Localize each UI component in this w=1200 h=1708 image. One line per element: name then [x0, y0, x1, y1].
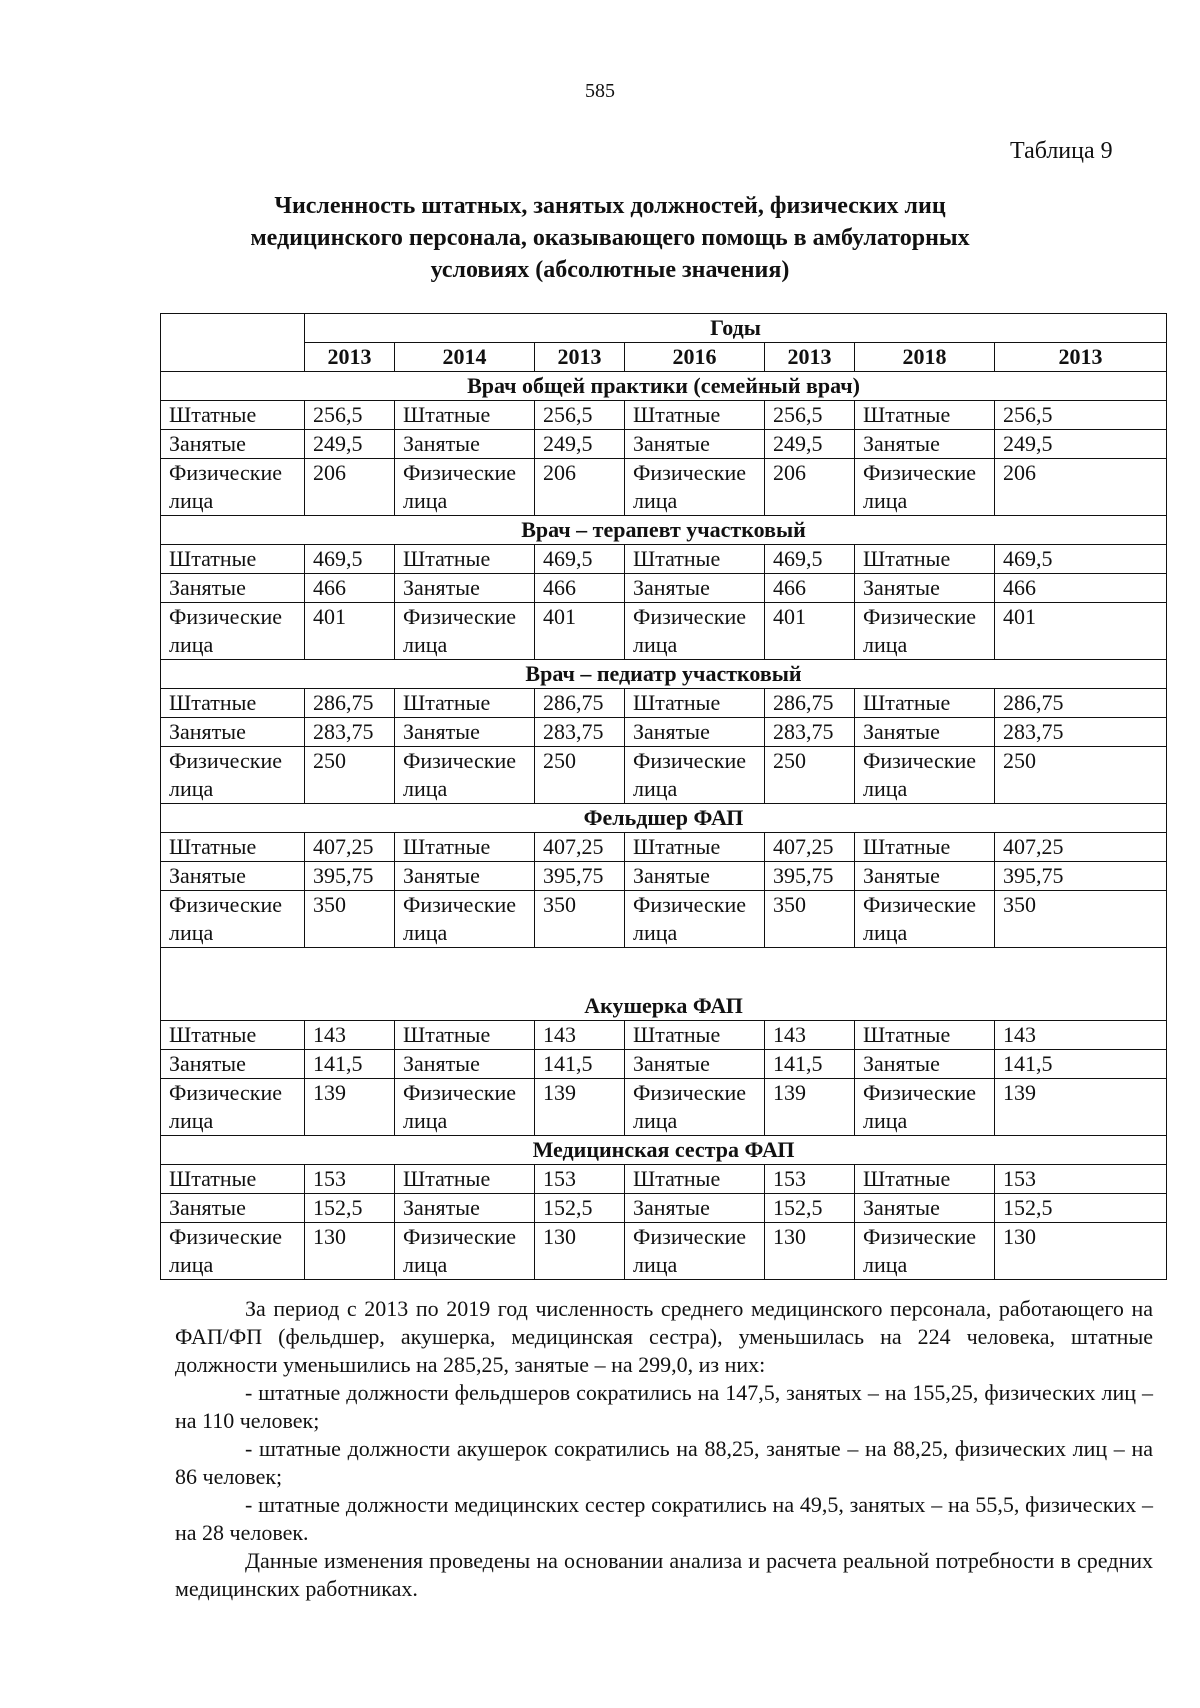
table-row: [161, 401, 1167, 430]
value-cell: 395,75: [535, 862, 625, 891]
year-cell: 2013: [995, 343, 1167, 372]
row-label-cell: Занятые: [161, 1194, 305, 1223]
row-label-cell: Занятые: [625, 718, 765, 747]
row-label-cell: Штатные: [855, 689, 995, 718]
row-label-cell: Физические лица: [855, 1079, 995, 1136]
value-cell: 141,5: [995, 1050, 1167, 1079]
value-cell: 143: [305, 1021, 395, 1050]
title-line: условиях (абсолютные значения): [430, 257, 790, 283]
value-cell: 401: [995, 603, 1167, 660]
row-label-cell: Занятые: [855, 1050, 995, 1079]
row-label-cell: Занятые: [625, 430, 765, 459]
summary-text: [175, 1295, 1153, 1603]
value-cell: 407,25: [765, 833, 855, 862]
table-row: [161, 833, 1167, 862]
table-row: [161, 574, 1167, 603]
table-row: [161, 718, 1167, 747]
value-cell: 401: [535, 603, 625, 660]
value-cell: 286,75: [765, 689, 855, 718]
value-cell: 407,25: [995, 833, 1167, 862]
table-row: [161, 1079, 1167, 1136]
section-header-row: [161, 372, 1167, 401]
row-label-cell: Занятые: [395, 574, 535, 603]
value-cell: 139: [765, 1079, 855, 1136]
page-number: 585: [585, 80, 615, 102]
row-label-cell: Штатные: [161, 1021, 305, 1050]
table-row: [161, 747, 1167, 804]
row-label-cell: Штатные: [395, 545, 535, 574]
value-cell: 250: [995, 747, 1167, 804]
summary-paragraph: За период с 2013 по 2019 год численность среднего медицинского персонала, работающего на ФАП/ФП (фельдшер, акушерка, медицинская сестра), уменьшилась на 224 человека, штатные должности уменьшились на 285,25, занятые – на 299,0, из них:: [175, 1296, 1153, 1377]
value-cell: 249,5: [765, 430, 855, 459]
value-cell: 250: [765, 747, 855, 804]
year-cell: 2014: [395, 343, 535, 372]
table-row: [161, 430, 1167, 459]
row-label-cell: Штатные: [855, 833, 995, 862]
row-label-cell: Занятые: [161, 430, 305, 459]
row-label-cell: Занятые: [625, 574, 765, 603]
table-row: [161, 862, 1167, 891]
section-title: Медицинская сестра ФАП: [161, 1136, 1167, 1165]
row-label-cell: Физические лица: [855, 459, 995, 516]
value-cell: 283,75: [535, 718, 625, 747]
value-cell: 469,5: [995, 545, 1167, 574]
row-label-cell: Физические лица: [395, 1079, 535, 1136]
row-label-cell: Физические лица: [395, 603, 535, 660]
value-cell: 153: [765, 1165, 855, 1194]
value-cell: 143: [765, 1021, 855, 1050]
document-title: [180, 190, 1040, 286]
value-cell: 206: [305, 459, 395, 516]
value-cell: 130: [765, 1223, 855, 1280]
row-label-cell: Физические лица: [625, 459, 765, 516]
table-row: [161, 459, 1167, 516]
value-cell: 256,5: [305, 401, 395, 430]
row-label-cell: Физические лица: [395, 747, 535, 804]
section-title: Фельдшер ФАП: [161, 804, 1167, 833]
row-label-cell: Занятые: [161, 574, 305, 603]
value-cell: 469,5: [765, 545, 855, 574]
row-label-cell: Занятые: [625, 1050, 765, 1079]
row-label-cell: Физические лица: [855, 891, 995, 948]
row-label-cell: Физические лица: [855, 603, 995, 660]
value-cell: 139: [995, 1079, 1167, 1136]
row-label-cell: Занятые: [625, 1194, 765, 1223]
row-label-cell: Штатные: [395, 1165, 535, 1194]
value-cell: 283,75: [765, 718, 855, 747]
value-cell: 350: [535, 891, 625, 948]
row-label-cell: Штатные: [855, 1165, 995, 1194]
row-label-cell: Физические лица: [395, 459, 535, 516]
row-label-cell: Штатные: [855, 545, 995, 574]
value-cell: 249,5: [305, 430, 395, 459]
years-header: Годы: [305, 314, 1167, 343]
value-cell: 250: [305, 747, 395, 804]
row-label-cell: Занятые: [625, 862, 765, 891]
value-cell: 130: [305, 1223, 395, 1280]
row-label-cell: Штатные: [161, 1165, 305, 1194]
row-label-cell: Физические лица: [161, 603, 305, 660]
value-cell: 407,25: [535, 833, 625, 862]
row-label-cell: Занятые: [395, 718, 535, 747]
row-label-cell: Физические лица: [855, 747, 995, 804]
value-cell: 401: [765, 603, 855, 660]
row-label-cell: Занятые: [855, 718, 995, 747]
title-line: медицинского персонала, оказывающего помощь в амбулаторных: [250, 225, 970, 251]
value-cell: 139: [305, 1079, 395, 1136]
summary-paragraph: Данные изменения проведены на основании анализа и расчета реальной потребности в средних медицинских работниках.: [175, 1548, 1153, 1601]
value-cell: 206: [535, 459, 625, 516]
value-cell: 152,5: [995, 1194, 1167, 1223]
table-row: [161, 1021, 1167, 1050]
row-label-cell: Штатные: [625, 401, 765, 430]
row-label-cell: Штатные: [855, 401, 995, 430]
summary-paragraph: - штатные должности медицинских сестер сократились на 49,5, занятых – на 55,5, физических – на 28 человек.: [175, 1492, 1153, 1545]
value-cell: 466: [765, 574, 855, 603]
value-cell: 141,5: [765, 1050, 855, 1079]
table-row: [161, 891, 1167, 948]
value-cell: 395,75: [305, 862, 395, 891]
row-label-cell: Физические лица: [625, 603, 765, 660]
value-cell: 407,25: [305, 833, 395, 862]
row-label-cell: Физические лица: [161, 1223, 305, 1280]
value-cell: 249,5: [535, 430, 625, 459]
row-label-cell: Физические лица: [395, 891, 535, 948]
section-header-row: [161, 516, 1167, 545]
value-cell: 152,5: [535, 1194, 625, 1223]
value-cell: 249,5: [995, 430, 1167, 459]
row-label-cell: Физические лица: [625, 891, 765, 948]
section-title: Врач общей практики (семейный врач): [161, 372, 1167, 401]
row-label-cell: Занятые: [855, 430, 995, 459]
header-empty-cell: [161, 314, 305, 372]
value-cell: 130: [995, 1223, 1167, 1280]
value-cell: 286,75: [995, 689, 1167, 718]
row-label-cell: Штатные: [395, 833, 535, 862]
section-header-row: [161, 660, 1167, 689]
value-cell: 256,5: [535, 401, 625, 430]
row-label-cell: Штатные: [625, 833, 765, 862]
row-label-cell: Занятые: [395, 1194, 535, 1223]
value-cell: 286,75: [305, 689, 395, 718]
value-cell: 466: [995, 574, 1167, 603]
section-header-row: [161, 948, 1167, 1021]
value-cell: 143: [995, 1021, 1167, 1050]
value-cell: 153: [305, 1165, 395, 1194]
table-row: [161, 1194, 1167, 1223]
table-row: [161, 1223, 1167, 1280]
value-cell: 139: [535, 1079, 625, 1136]
row-label-cell: Занятые: [161, 718, 305, 747]
row-label-cell: Штатные: [395, 1021, 535, 1050]
title-line: Численность штатных, занятых должностей, физических лиц: [274, 193, 946, 219]
value-cell: 395,75: [765, 862, 855, 891]
value-cell: 350: [305, 891, 395, 948]
year-cell: 2013: [765, 343, 855, 372]
row-label-cell: Занятые: [395, 862, 535, 891]
table-row: [161, 1050, 1167, 1079]
row-label-cell: Штатные: [161, 401, 305, 430]
value-cell: 206: [995, 459, 1167, 516]
row-label-cell: Занятые: [161, 1050, 305, 1079]
row-label-cell: Физические лица: [625, 747, 765, 804]
header-year-values-row: [161, 343, 1167, 372]
table-row: [161, 689, 1167, 718]
value-cell: 152,5: [305, 1194, 395, 1223]
year-cell: 2013: [305, 343, 395, 372]
value-cell: 283,75: [305, 718, 395, 747]
header-years-row: [161, 314, 1167, 343]
value-cell: 141,5: [535, 1050, 625, 1079]
row-label-cell: Штатные: [625, 689, 765, 718]
year-cell: 2018: [855, 343, 995, 372]
table-row: [161, 545, 1167, 574]
row-label-cell: Физические лица: [395, 1223, 535, 1280]
summary-paragraph: - штатные должности акушерок сократились на 88,25, занятые – на 88,25, физических лиц – на 86 человек;: [175, 1436, 1153, 1489]
row-label-cell: Штатные: [395, 401, 535, 430]
row-label-cell: Физические лица: [161, 891, 305, 948]
section-header-row: [161, 804, 1167, 833]
value-cell: 152,5: [765, 1194, 855, 1223]
value-cell: 286,75: [535, 689, 625, 718]
value-cell: 466: [305, 574, 395, 603]
value-cell: 466: [535, 574, 625, 603]
value-cell: 401: [305, 603, 395, 660]
section-title: Акушерка ФАП: [161, 948, 1167, 1021]
year-cell: 2016: [625, 343, 765, 372]
row-label-cell: Физические лица: [161, 1079, 305, 1136]
value-cell: 469,5: [535, 545, 625, 574]
row-label-cell: Физические лица: [161, 459, 305, 516]
year-cell: 2013: [535, 343, 625, 372]
table-label: Таблица 9: [1010, 138, 1113, 164]
row-label-cell: Штатные: [395, 689, 535, 718]
value-cell: 153: [535, 1165, 625, 1194]
summary-paragraph: - штатные должности фельдшеров сократились на 147,5, занятых – на 155,25, физических лиц – на 110 человек;: [175, 1380, 1153, 1433]
value-cell: 395,75: [995, 862, 1167, 891]
row-label-cell: Штатные: [625, 1165, 765, 1194]
section-title: Врач – терапевт участковый: [161, 516, 1167, 545]
row-label-cell: Штатные: [625, 1021, 765, 1050]
row-label-cell: Физические лица: [625, 1223, 765, 1280]
value-cell: 206: [765, 459, 855, 516]
row-label-cell: Занятые: [395, 1050, 535, 1079]
staffing-table: [160, 313, 1167, 1280]
value-cell: 153: [995, 1165, 1167, 1194]
row-label-cell: Штатные: [161, 689, 305, 718]
value-cell: 141,5: [305, 1050, 395, 1079]
table-row: [161, 1165, 1167, 1194]
row-label-cell: Штатные: [161, 833, 305, 862]
value-cell: 250: [535, 747, 625, 804]
row-label-cell: Физические лица: [161, 747, 305, 804]
section-title: Врач – педиатр участковый: [161, 660, 1167, 689]
section-header-row: [161, 1136, 1167, 1165]
row-label-cell: Занятые: [395, 430, 535, 459]
row-label-cell: Штатные: [855, 1021, 995, 1050]
value-cell: 283,75: [995, 718, 1167, 747]
row-label-cell: Физические лица: [855, 1223, 995, 1280]
value-cell: 350: [765, 891, 855, 948]
value-cell: 130: [535, 1223, 625, 1280]
value-cell: 256,5: [995, 401, 1167, 430]
value-cell: 350: [995, 891, 1167, 948]
value-cell: 143: [535, 1021, 625, 1050]
value-cell: 469,5: [305, 545, 395, 574]
row-label-cell: Занятые: [161, 862, 305, 891]
row-label-cell: Занятые: [855, 574, 995, 603]
row-label-cell: Штатные: [161, 545, 305, 574]
value-cell: 256,5: [765, 401, 855, 430]
row-label-cell: Физические лица: [625, 1079, 765, 1136]
table-row: [161, 603, 1167, 660]
row-label-cell: Занятые: [855, 1194, 995, 1223]
row-label-cell: Штатные: [625, 545, 765, 574]
row-label-cell: Занятые: [855, 862, 995, 891]
